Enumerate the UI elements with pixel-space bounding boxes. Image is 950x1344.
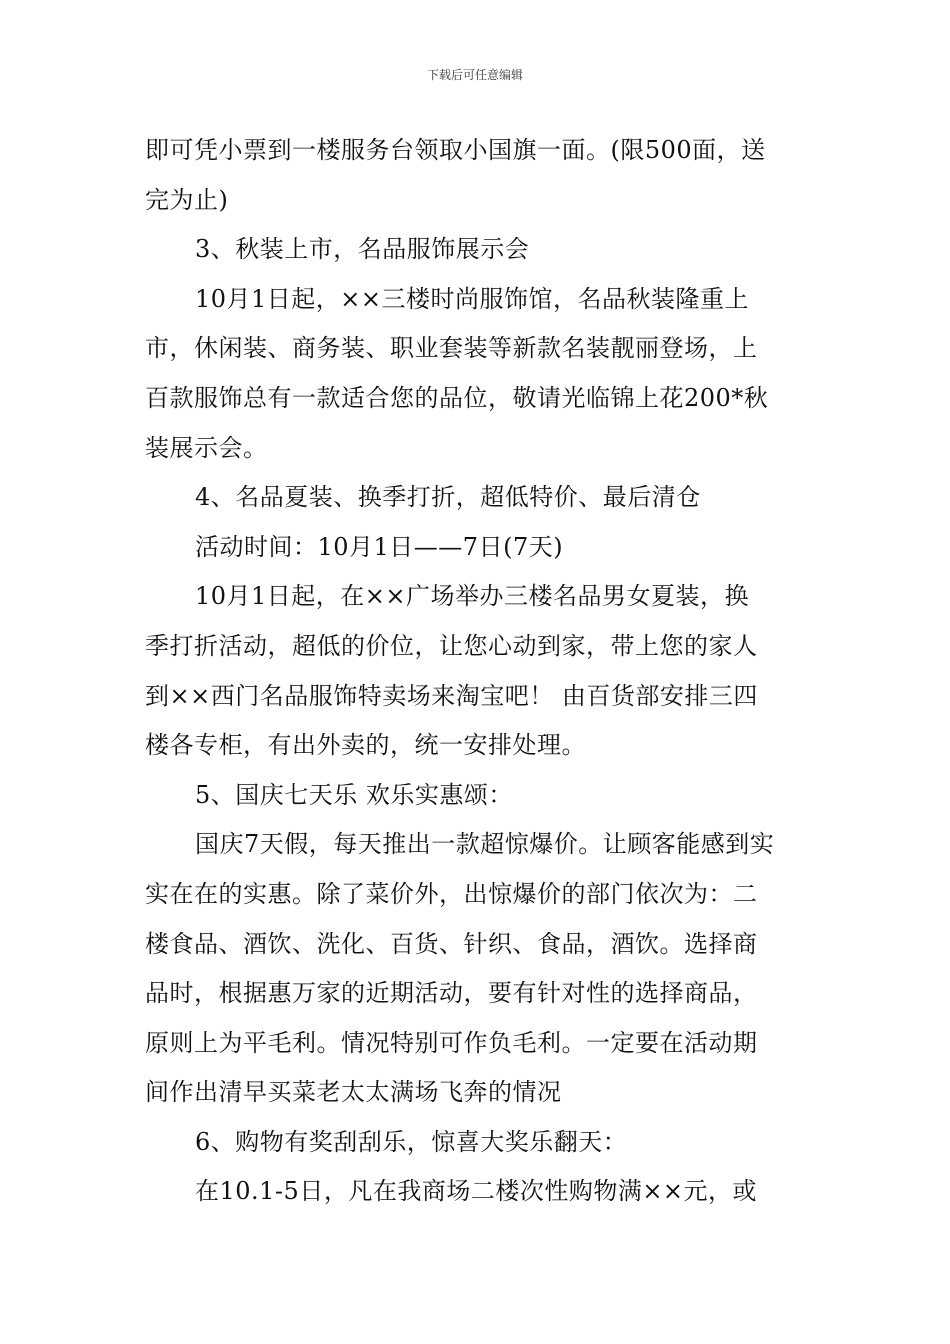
text-line: 实在在的实惠。除了菜价外，出惊爆价的部门依次为：二 [145, 879, 758, 908]
text-line: 装展示会。 [145, 433, 268, 462]
text-line: 市，休闲装、商务装、职业套装等新款名装靓丽登场，上 [145, 334, 758, 363]
text-line: 楼各专柜，有出外卖的，统一安排处理。 [145, 731, 586, 760]
text-line: 国庆7天假，每天推出一款超惊爆价。让顾客能感到实 [195, 830, 775, 859]
page-header-note: 下载后可任意编辑 [426, 68, 523, 82]
text-line: 完为止) [145, 185, 229, 214]
text-line: 楼食品、酒饮、洗化、百货、针织、食品，酒饮。选择商 [145, 929, 758, 958]
text-line: 品时，根据惠万家的近期活动，要有针对性的选择商品， [145, 979, 758, 1008]
text-line: 10月1日起，××三楼时尚服饰馆，名品秋装隆重上 [195, 284, 750, 313]
text-line: 活动时间：10月1日——7日(7天) [195, 532, 564, 561]
text-line: 6、购物有奖刮刮乐，惊喜大奖乐翻天： [195, 1127, 628, 1156]
text-line: 季打折活动，超低的价位，让您心动到家，带上您的家人 [145, 631, 758, 660]
text-line: 10月1日起，在××广场举办三楼名品男女夏装，换 [195, 582, 750, 611]
text-line: 即可凭小票到一楼服务台领取小国旗一面。(限500面，送 [145, 136, 766, 164]
text-line: 原则上为平毛利。情况特别可作负毛利。一定要在活动期 [145, 1028, 758, 1057]
text-line: 间作出清早买菜老太太满场飞奔的情况 [145, 1078, 562, 1107]
document-body [145, 126, 807, 1217]
text-line: 到××西门名品服饰特卖场来淘宝吧！ 由百货部安排三四 [145, 681, 758, 710]
text-line: 4、名品夏装、换季打折，超低特价、最后清仓 [195, 483, 701, 512]
text-line: 5、国庆七天乐 欢乐实惠颂： [195, 780, 513, 809]
text-line: 百款服饰总有一款适合您的品位，敬请光临锦上花200*秋 [145, 383, 769, 412]
text-line: 3、秋装上市，名品服饰展示会 [195, 235, 530, 264]
text-line: 在10.1-5日，凡在我商场二楼次性购物满××元，或 [195, 1177, 758, 1206]
